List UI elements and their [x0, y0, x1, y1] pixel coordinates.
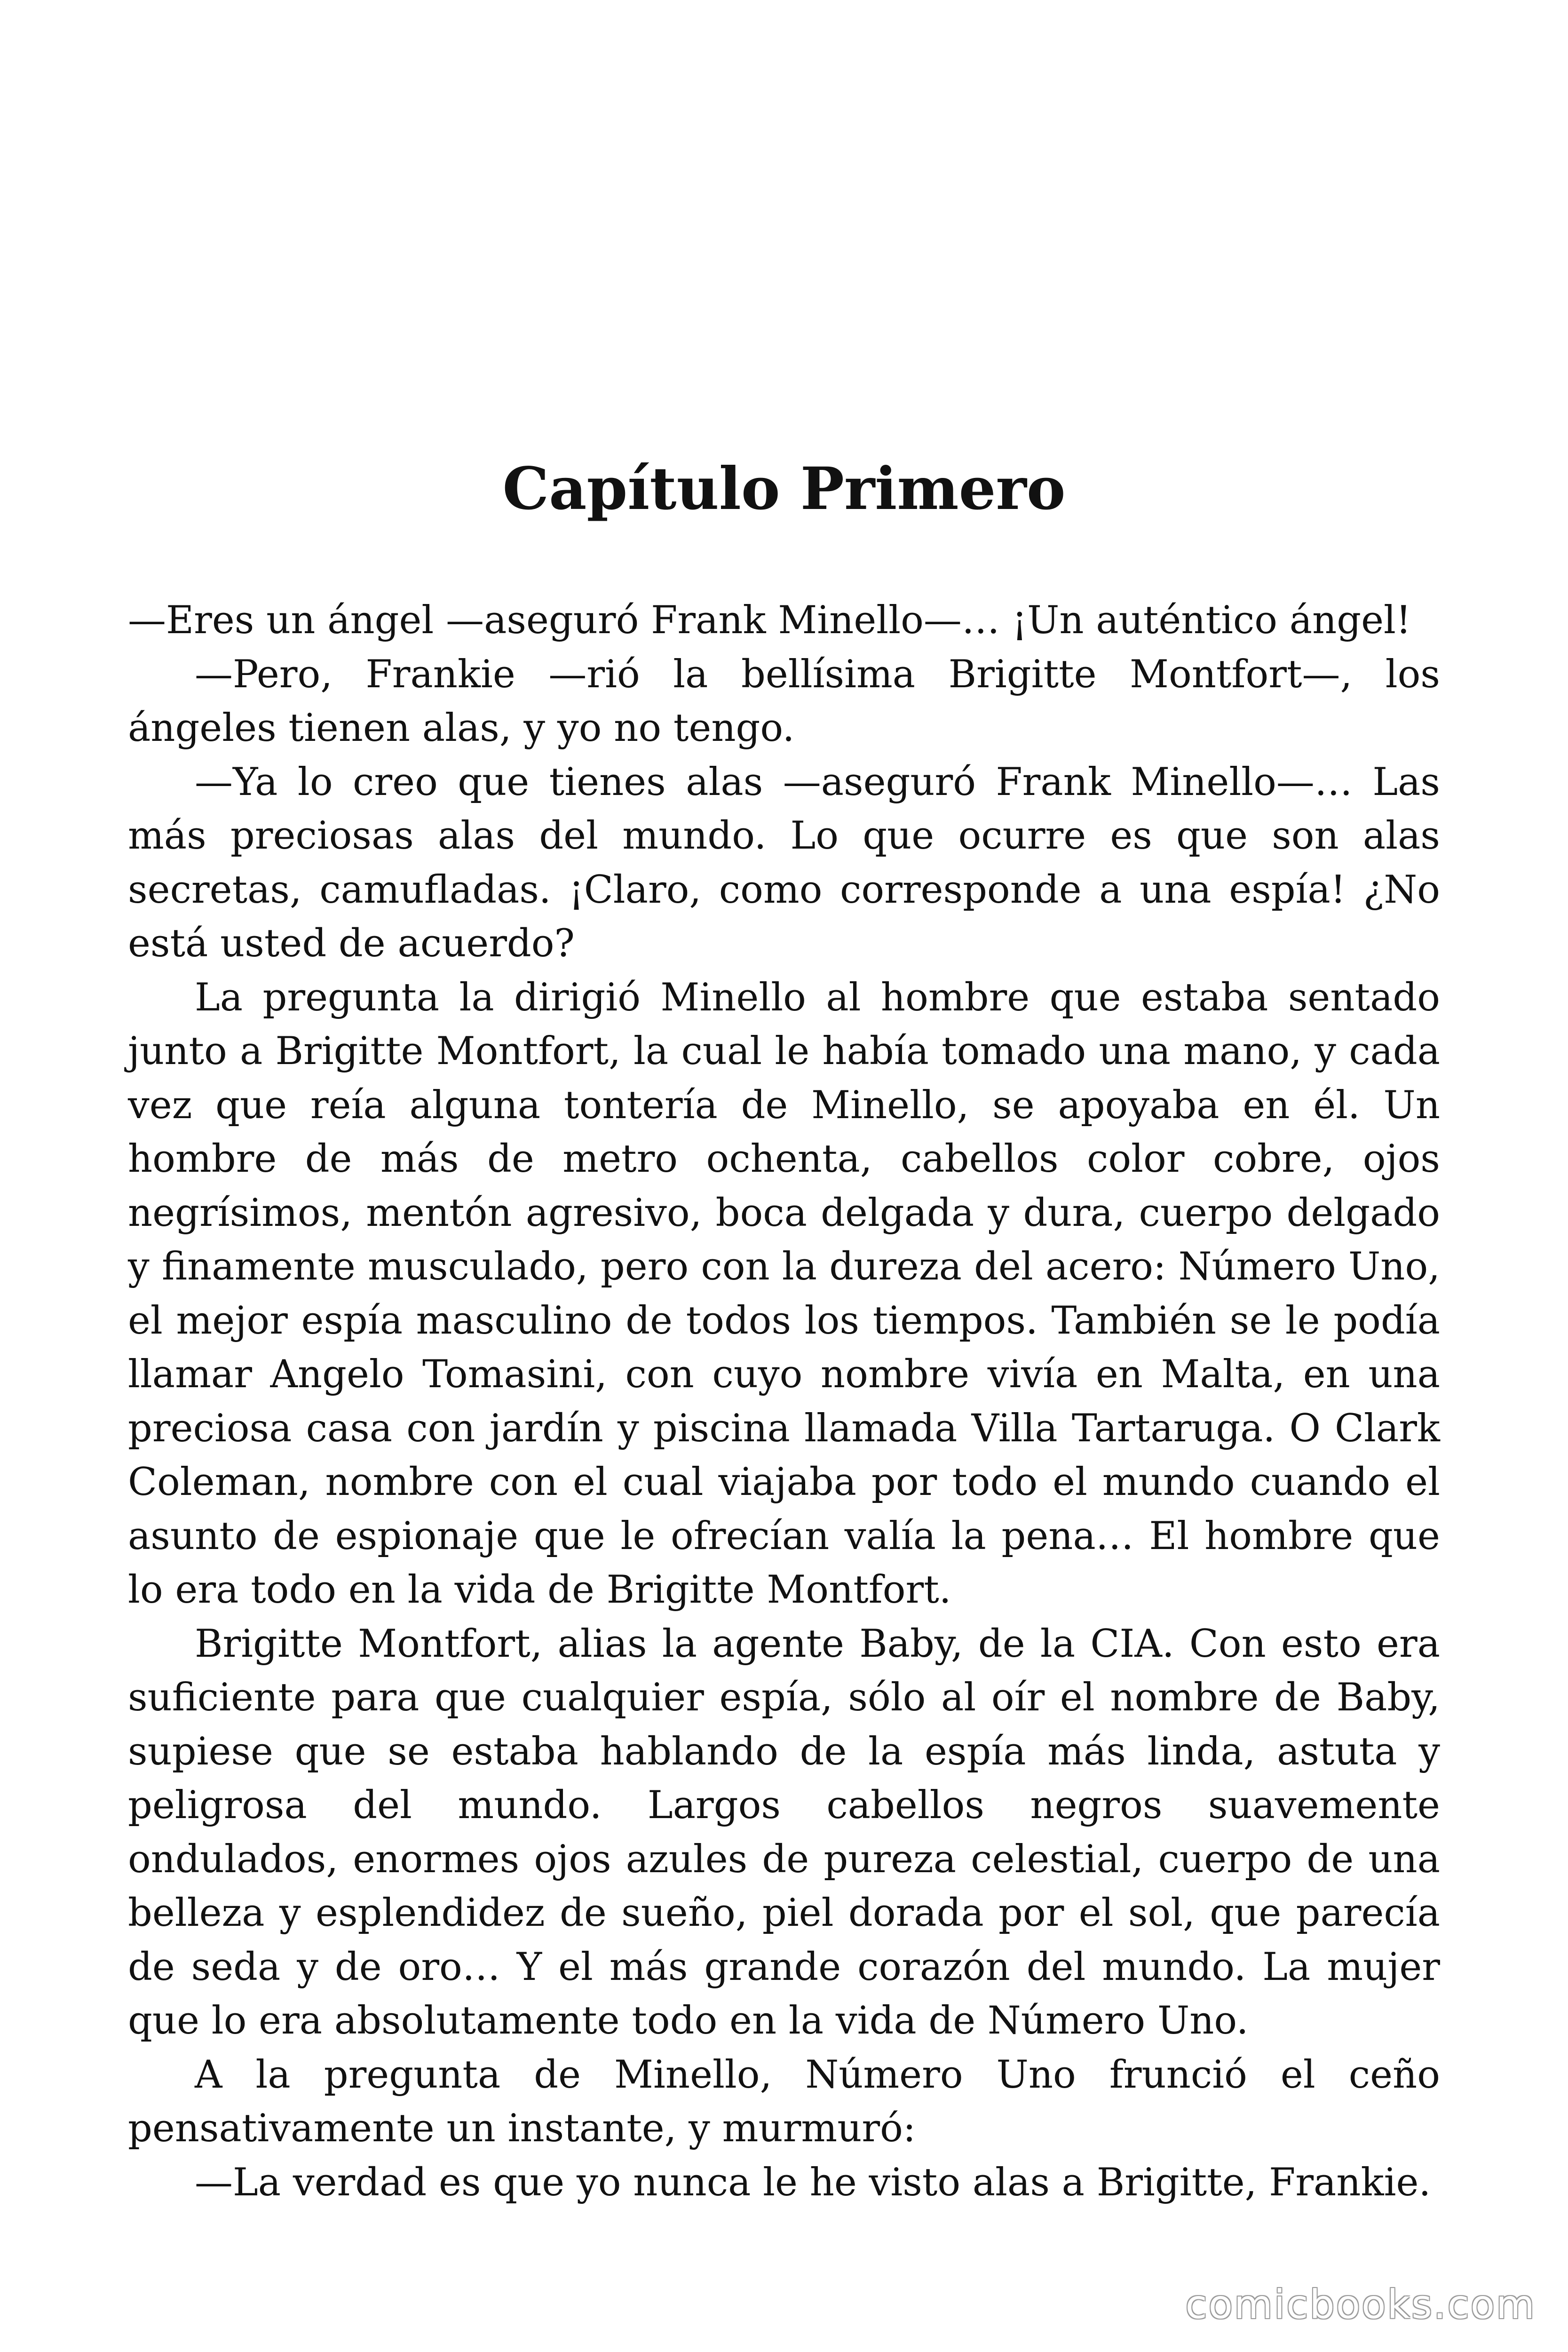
paragraph: —Pero, Frankie —rió la bellísima Brigitte Montfort—, los ángeles tienen alas, y yo no tengo. — [128, 652, 1440, 750]
chapter-title: Capítulo Primero — [502, 455, 1066, 523]
paragraph: —Eres un ángel —aseguró Frank Minello—… ¡Un auténtico ángel! — [128, 598, 1411, 643]
paragraph: Brigitte Montfort, alias la agente Baby, de la CIA. Con esto era suficiente para que cualquier espía, sólo al oír el nombre de Baby, supiese que se estaba hablando de la espía más linda, astuta y peligrosa del mundo. Largos cabellos negros suavemente ondulados, enormes ojos azules de pureza celestial, cuerpo de una belleza y esplendidez de sueño, piel dorada por el sol, que parecía de seda y de oro… Y el más grande corazón del mundo. La mujer que lo era absolutamente todo en la vida de Número Uno. — [128, 1621, 1440, 2043]
paragraph: A la pregunta de Minello, Número Uno frunció el ceño pensativamente un instante, y murmuró: — [128, 2052, 1440, 2151]
paragraph: —Ya lo creo que tienes alas —aseguró Frank Minello—… Las más preciosas alas del mundo. Lo que ocurre es que son alas secretas, camufladas. ¡Claro, como corresponde a una espía! ¿No está usted de acuerdo? — [128, 760, 1440, 966]
chapter-body — [128, 594, 1440, 2209]
paragraph: —La verdad es que yo nunca le he visto alas a Brigitte, Frankie. — [195, 2160, 1431, 2205]
paragraph: La pregunta la dirigió Minello al hombre que estaba sentado junto a Brigitte Montfort, la cual le había tomado una mano, y cada vez que reía alguna tontería de Minello, se apoyaba en él. Un hombre de más de metro ochenta, cabellos color cobre, ojos negrísimos, mentón agresivo, boca delgada y dura, cuerpo delgado y finamente musculado, pero con la dureza del acero: Número Uno, el mejor espía masculino de todos los tiempos. También se le podía llamar Angelo Tomasini, con cuyo nombre vivía en Malta, en una preciosa casa con jardín y piscina llamada Villa Tartaruga. O Clark Coleman, nombre con el cual viajaba por todo el mundo cuando el asunto de espionaje que le ofrecían valía la pena… El hombre que lo era todo en la vida de Brigitte Montfort. — [128, 975, 1440, 1612]
watermark: comicbooks.com — [1185, 2281, 1536, 2328]
